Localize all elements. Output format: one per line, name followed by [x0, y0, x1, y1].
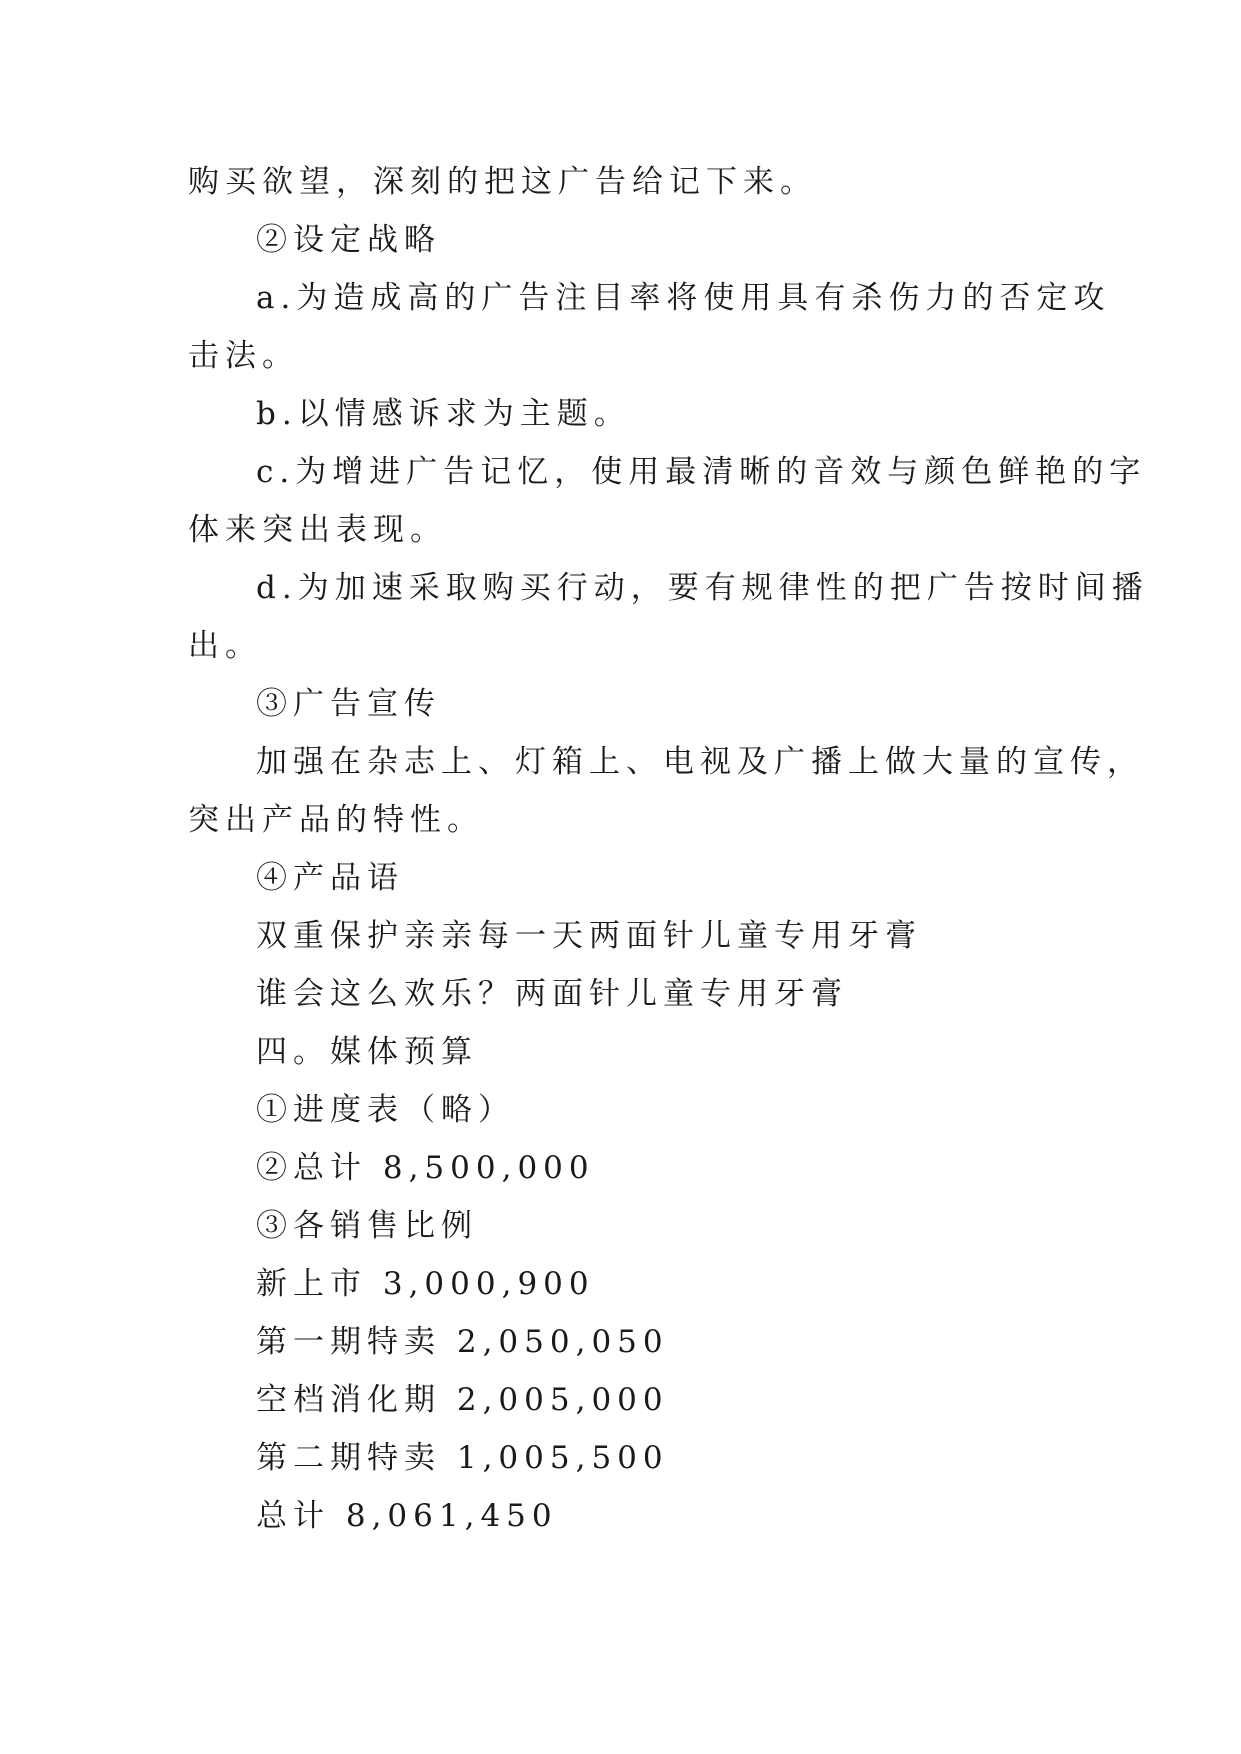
text-line: 体来突出表现。 [188, 512, 447, 548]
text-line: 击法。 [188, 338, 299, 374]
heading-strategy: ②设定战略 [256, 222, 441, 258]
text-line: 突出产品的特性。 [188, 802, 484, 838]
text-line: c.为增进广告记忆，使用最清晰的音效与颜色鲜艳的字 [256, 454, 1147, 490]
budget-line: 新上市 3,000,900 [256, 1266, 595, 1302]
heading-slogan: ④产品语 [256, 860, 404, 896]
budget-line: ③各销售比例 [256, 1208, 478, 1244]
heading-media-budget: 四。媒体预算 [256, 1034, 478, 1070]
text-line: a.为造成高的广告注目率将使用具有杀伤力的否定攻 [256, 280, 1111, 316]
budget-line: 第一期特卖 2,050,050 [256, 1324, 669, 1360]
heading-advertising: ③广告宣传 [256, 686, 441, 722]
text-line: 购买欲望，深刻的把这广告给记下来。 [188, 164, 817, 200]
text-line: d.为加速采取购买行动，要有规律性的把广告按时间播 [256, 570, 1149, 606]
text-line: 加强在杂志上、灯箱上、电视及广播上做大量的宣传， [256, 744, 1144, 780]
text-line: b.以情感诉求为主题。 [256, 396, 631, 432]
text-line: 出。 [188, 628, 262, 664]
budget-line: 第二期特卖 1,005,500 [256, 1440, 669, 1476]
budget-line: 空档消化期 2,005,000 [256, 1382, 669, 1418]
slogan-line: 谁会这么欢乐？两面针儿童专用牙膏 [256, 976, 848, 1012]
budget-total: 总计 8,061,450 [256, 1498, 558, 1534]
budget-line: ①进度表（略） [256, 1092, 515, 1128]
slogan-line: 双重保护亲亲每一天两面针儿童专用牙膏 [256, 918, 922, 954]
budget-line: ②总计 8,500,000 [256, 1150, 595, 1186]
